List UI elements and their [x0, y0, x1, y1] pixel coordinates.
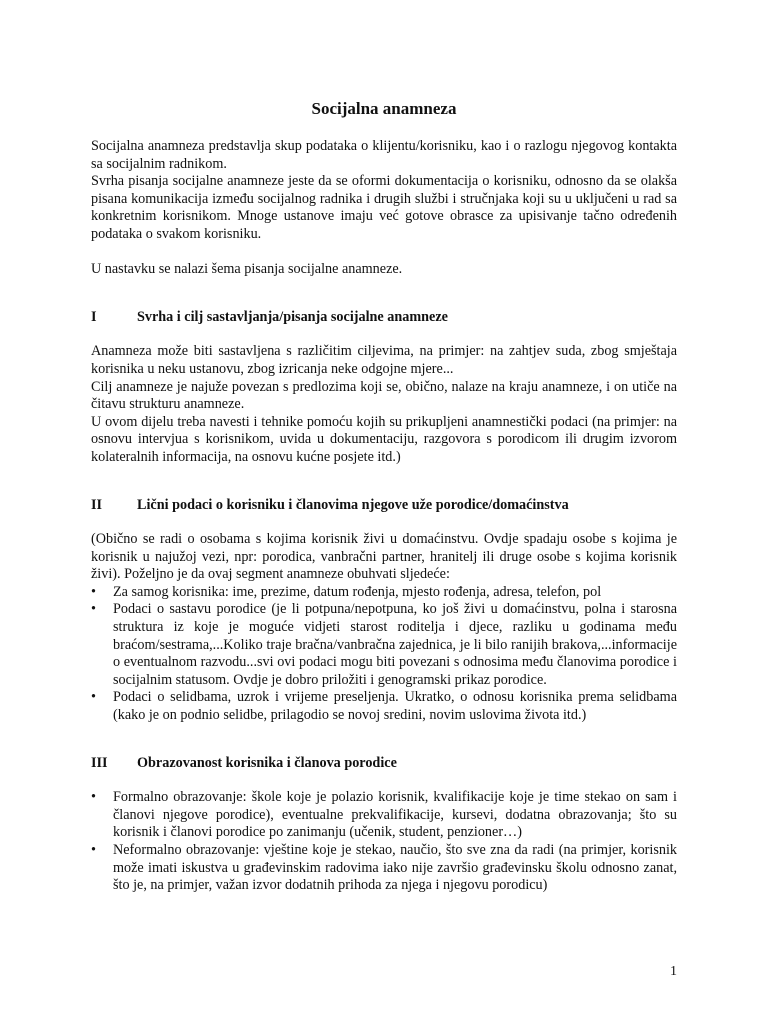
list-item: • Podaci o selidbama, uzrok i vrijeme preseljenja. Ukratko, o odnosu korisnika prema selidbama (kako je on podnio selidbe, prilagodio se novoj sredini, novim uslovima života itd.) — [91, 689, 677, 724]
section-title: Lični podaci o korisniku i članovima njegove uže porodice/domaćinstva — [137, 496, 569, 513]
document-title: Socijalna anamneza — [311, 99, 457, 118]
section-1-paragraph-2: Cilj anamneze je najuže povezan s predlozima koji se, obično, nalaze na kraju anamneze, i on utiče na čitavu strukturu anamneze. — [91, 378, 677, 413]
section-2-bullet-list — [91, 584, 677, 725]
section-number: II — [91, 496, 103, 513]
list-item: • Formalno obrazovanje: škole koje je polazio korisnik, kvalifikacije koje je time stekao on sam i članovi njegove porodice), eventualne prekvalifikacije, kursevi, dodatna obrazovanja; što su korisnik i članovi porodice po zanimanju (učenik, student, penzioner…) — [91, 789, 677, 842]
section-heading-3 — [91, 755, 677, 773]
intro-paragraph-3: U nastavku se nalazi šema pisanja socijalne anamneze. — [91, 261, 403, 278]
section-1-paragraph-3: U ovom dijelu treba navesti i tehnike pomoću kojih su prikupljeni anamnestički podaci (na primjer: na osnovu intervjua s korisnikom, uvida u dokumentaciju, razgovora s porodicom ili drugim izvorom kolateralnih informacija, na osnovu kućne posjete itd.) — [91, 413, 677, 465]
section-2-paragraph-1: (Obično se radi o osobama s kojima korisnik živi u domaćinstvu. Ovdje spadaju osobe s kojima je korisnik u najužoj vezi, npr: porodica, vanbračni partner, hranitelj ili druge osobe s kojima korisnik živi). Poželjno je da ovaj segment anamneze obuhvati sljedeće: — [91, 531, 677, 583]
section-heading-2 — [91, 497, 677, 515]
intro-paragraph-2: Svrha pisanja socijalne anamneze jeste da se oformi dokumentacija o korisniku, odnosno da se olakša pisana komunikacija između socijalnog radnika i drugih službi i stručnjaka koji su u uključeni u rad sa konkretnim korisnikom. Mnoge ustanove imaju već gotove obrasce za upisivanje tačno određenih podataka o svakom korisniku. — [91, 173, 677, 242]
intro-paragraph-1: Socijalna anamneza predstavlja skup podataka o klijentu/korisniku, kao i o razlogu njegovog kontakta sa socijalnim radnikom. — [91, 138, 677, 172]
section-number: I — [91, 308, 97, 325]
section-number: III — [91, 754, 108, 771]
section-3-bullet-list — [91, 789, 677, 895]
list-item: • Za samog korisnika: ime, prezime, datum rođenja, mjesto rođenja, adresa, telefon, pol — [91, 584, 677, 602]
page-number: 1 — [670, 964, 677, 979]
document-body — [91, 98, 677, 895]
section-title: Obrazovanost korisnika i članova porodice — [137, 754, 397, 771]
section-title: Svrha i cilj sastavljanja/pisanja socijalne anamneze — [137, 308, 448, 325]
section-1-paragraph-1: Anamneza može biti sastavljena s različitim ciljevima, na primjer: na zahtjev suda, zbog smještaja korisnika u neku ustanovu, zbog izricanja neke odgojne mjere... — [91, 343, 677, 377]
list-item: • Podaci o sastavu porodice (je li potpuna/nepotpuna, ko još živi u domaćinstvu, polna i starosna struktura iz koje je moguće vidjeti starost roditelja i djece, razliku u godinama među braćom/sestrama,...Koliko traje bračna/vanbračna zajednica, je li bilo ranijih brakova,...informacije o eventualnom razvodu...svi ovi podaci mogu biti povezani s odnosima među članovima porodice i socijalnim statusom. Ovdje je dobro priložiti i genogramski prikaz porodice. — [91, 601, 677, 689]
section-heading-1 — [91, 309, 677, 327]
list-item: • Neformalno obrazovanje: vještine koje je stekao, naučio, što sve zna da radi (na primjer, korisnik može imati iskustva u građevinskim radovima iako nije završio građevinsku školu odnosno zanat, što je, na primjer, važan izvor dodatnih prihoda za njega i njegovu porodicu) — [91, 842, 677, 895]
